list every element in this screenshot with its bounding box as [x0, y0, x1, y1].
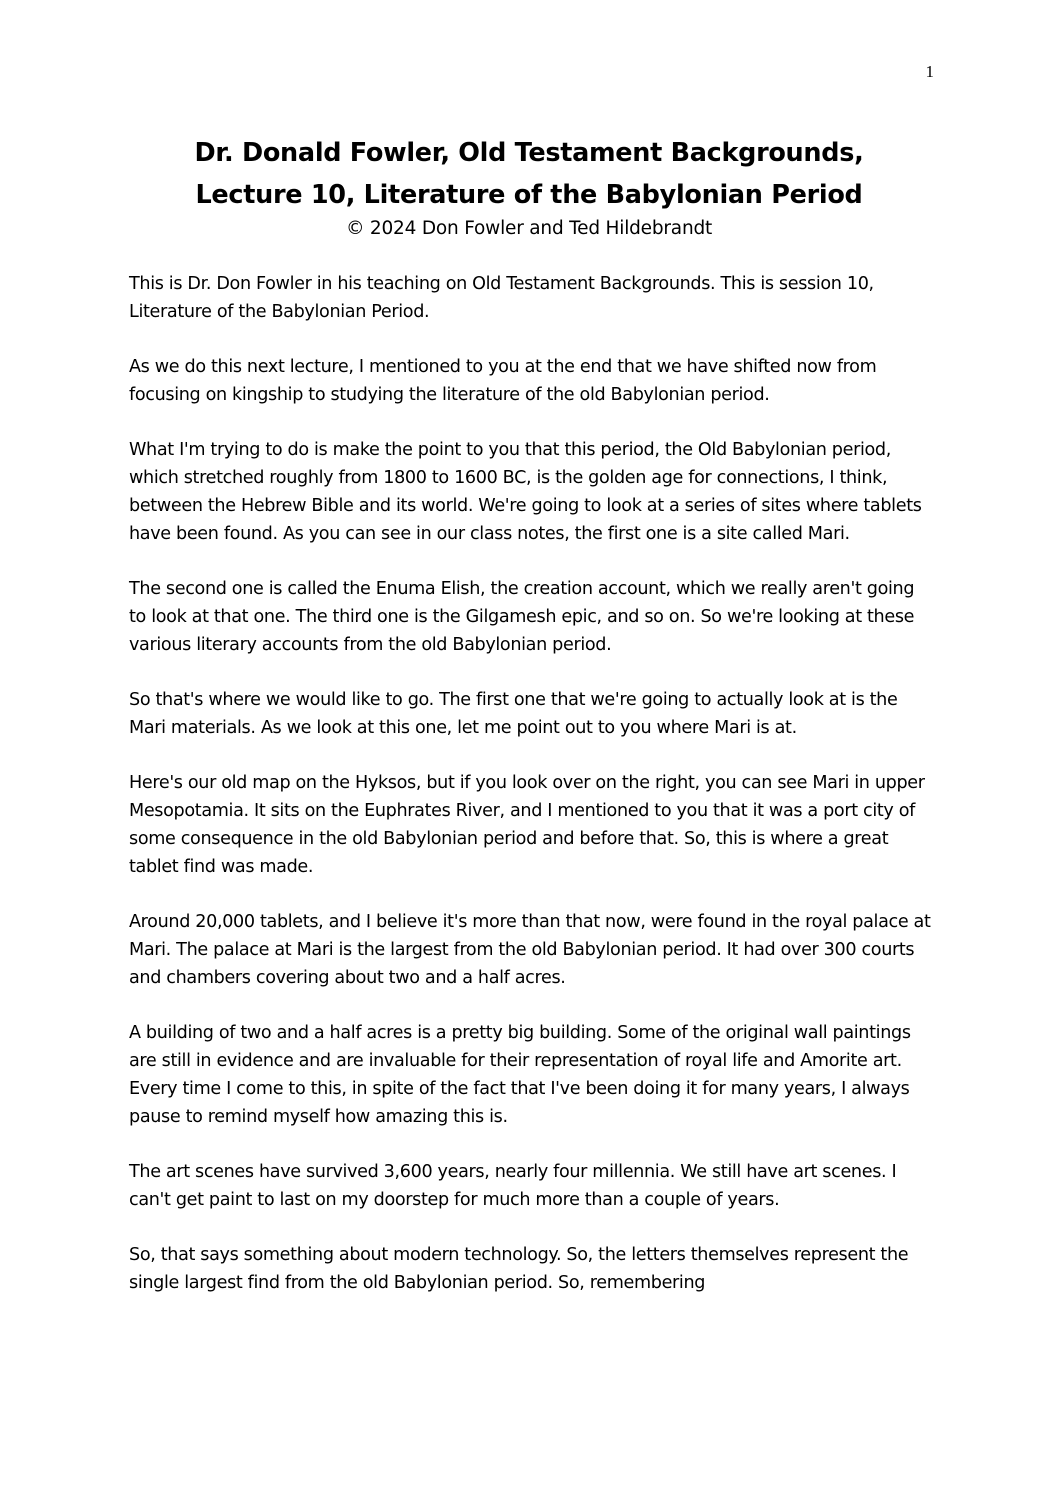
body-text — [129, 270, 934, 1324]
title-line-2: Lecture 10, Literature of the Babylonian Period — [195, 180, 863, 210]
page-number: 1 — [925, 62, 934, 81]
paragraph-8: A building of two and a half acres is a pretty big building. Some of the original wall paintings are still in evidence and are invaluable for their representation of royal life and Amorite art. Every time I come to this, in spite of the fact that I've been doing it for many years, I always pause to remind myself how amazing this is. — [129, 1023, 911, 1127]
paragraph-3: What I'm trying to do is make the point to you that this period, the Old Babylonian period, which stretched roughly from 1800 to 1600 BC, is the golden age for connections, I think, between the Hebrew Bible and its world. We're going to look at a series of sites where tablets have been found. As you can see in our class notes, the first one is a site called Mari. — [129, 440, 922, 544]
title-line-1: Dr. Donald Fowler, Old Testament Backgrounds, — [194, 138, 864, 168]
paragraph-10: So, that says something about modern technology. So, the letters themselves represent the single largest find from the old Babylonian period. So, remembering — [129, 1245, 909, 1293]
paragraph-6: Here's our old map on the Hyksos, but if you look over on the right, you can see Mari in upper Mesopotamia. It sits on the Euphrates River, and I mentioned to you that it was a port city of some consequence in the old Babylonian period and before that. So, this is where a great tablet find was made. — [129, 773, 925, 877]
paragraph-9: The art scenes have survived 3,600 years, nearly four millennia. We still have art scenes. I can't get paint to last on my doorstep for much more than a couple of years. — [129, 1162, 897, 1210]
paragraph-1: This is Dr. Don Fowler in his teaching on Old Testament Backgrounds. This is session 10, Literature of the Babylonian Period. — [129, 274, 874, 322]
paragraph-7: Around 20,000 tablets, and I believe it's more than that now, were found in the royal palace at Mari. The palace at Mari is the largest from the old Babylonian period. It had over 300 courts and chambers covering about two and a half acres. — [129, 912, 931, 988]
copyright-line: © 2024 Don Fowler and Ted Hildebrandt — [345, 218, 713, 239]
paragraph-5: So that's where we would like to go. The first one that we're going to actually look at is the Mari materials. As we look at this one, let me point out to you where Mari is at. — [129, 690, 898, 738]
paragraph-2: As we do this next lecture, I mentioned to you at the end that we have shifted now from focusing on kingship to studying the literature of the old Babylonian period. — [129, 357, 877, 405]
paragraph-4: The second one is called the Enuma Elish, the creation account, which we really aren't going to look at that one. The third one is the Gilgamesh epic, and so on. So we're looking at these various literary accounts from the old Babylonian period. — [129, 579, 915, 655]
title-block — [0, 132, 1058, 242]
